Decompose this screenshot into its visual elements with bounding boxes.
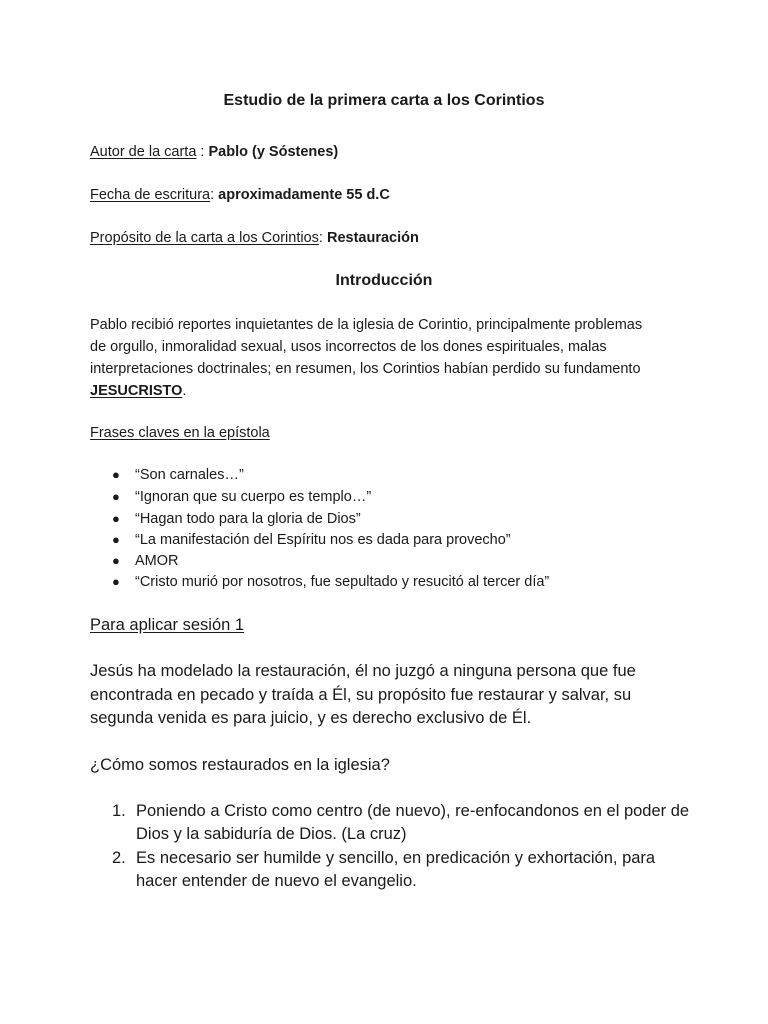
date-separator: : [210, 187, 219, 203]
list-item-line: Poniendo a Cristo como centro (de nuevo), re-enfocandonos en el poder de [136, 802, 690, 820]
bullet-icon: ● [112, 574, 120, 589]
purpose-line [90, 227, 419, 249]
document-title: Estudio de la primera carta a los Corintios [223, 92, 545, 109]
phrases-heading: Frases claves en la epístola [90, 425, 270, 441]
bullet-icon: ● [112, 511, 120, 526]
phrase-item: “Hagan todo para la gloria de Dios” [135, 511, 361, 527]
bullet-icon: ● [112, 553, 120, 568]
bullet-icon: ● [112, 532, 120, 547]
phrase-item: “Son carnales…” [135, 467, 244, 483]
list-item-line: Es necesario ser humilde y sencillo, en predicación y exhortación, para [136, 849, 656, 867]
intro-emphasis: JESUCRISTO [90, 383, 183, 399]
author-separator: : [196, 144, 209, 160]
intro-line-2: de orgullo, inmoralidad sexual, usos incorrectos de los dones espirituales, malas [90, 339, 607, 355]
purpose-value: Restauración [326, 230, 419, 246]
purpose-label: Propósito de la carta a los Corintios [90, 230, 319, 246]
list-item-line: Dios y la sabiduría de Dios. (La cruz) [136, 825, 407, 843]
bullet-icon: ● [112, 489, 120, 504]
purpose-separator: : [318, 230, 327, 246]
list-item-line: hacer entender de nuevo el evangelio. [136, 872, 417, 890]
date-line [90, 184, 390, 206]
author-value: Pablo (y Sóstenes) [208, 144, 339, 160]
session-paragraph-line-3: segunda venida es para juicio, y es derecho exclusivo de Él. [90, 709, 532, 727]
phrase-item: “Cristo murió por nosotros, fue sepultado y resucitó al tercer día” [135, 574, 550, 590]
session-paragraph-line-2: encontrada en pecado y traída a Él, su propósito fue restaurar y salvar, su [90, 686, 632, 704]
phrase-item: “Ignoran que su cuerpo es templo…” [135, 489, 372, 505]
intro-emphasis-end: . [182, 383, 187, 399]
session-paragraph-line-1: Jesús ha modelado la restauración, él no juzgó a ninguna persona que fue [90, 662, 636, 680]
date-value: aproximadamente 55 d.C [218, 187, 390, 203]
author-line [90, 141, 338, 163]
intro-line-3: interpretaciones doctrinales; en resumen, los Corintios habían perdido su fundamento [90, 361, 641, 377]
list-number: 2. [112, 849, 126, 867]
author-label: Autor de la carta [90, 144, 197, 160]
intro-heading: Introducción [335, 272, 433, 289]
phrase-item: AMOR [135, 553, 179, 569]
intro-line-1: Pablo recibió reportes inquietantes de la iglesia de Corintio, principalmente problemas [90, 317, 643, 333]
session-heading: Para aplicar sesión 1 [90, 616, 245, 634]
intro-line-4 [90, 380, 186, 402]
phrase-item: “La manifestación del Espíritu nos es dada para provecho” [135, 532, 511, 548]
date-label: Fecha de escritura [90, 187, 211, 203]
bullet-icon: ● [112, 467, 120, 482]
session-question: ¿Cómo somos restaurados en la iglesia? [90, 756, 390, 774]
list-number: 1. [112, 802, 126, 820]
